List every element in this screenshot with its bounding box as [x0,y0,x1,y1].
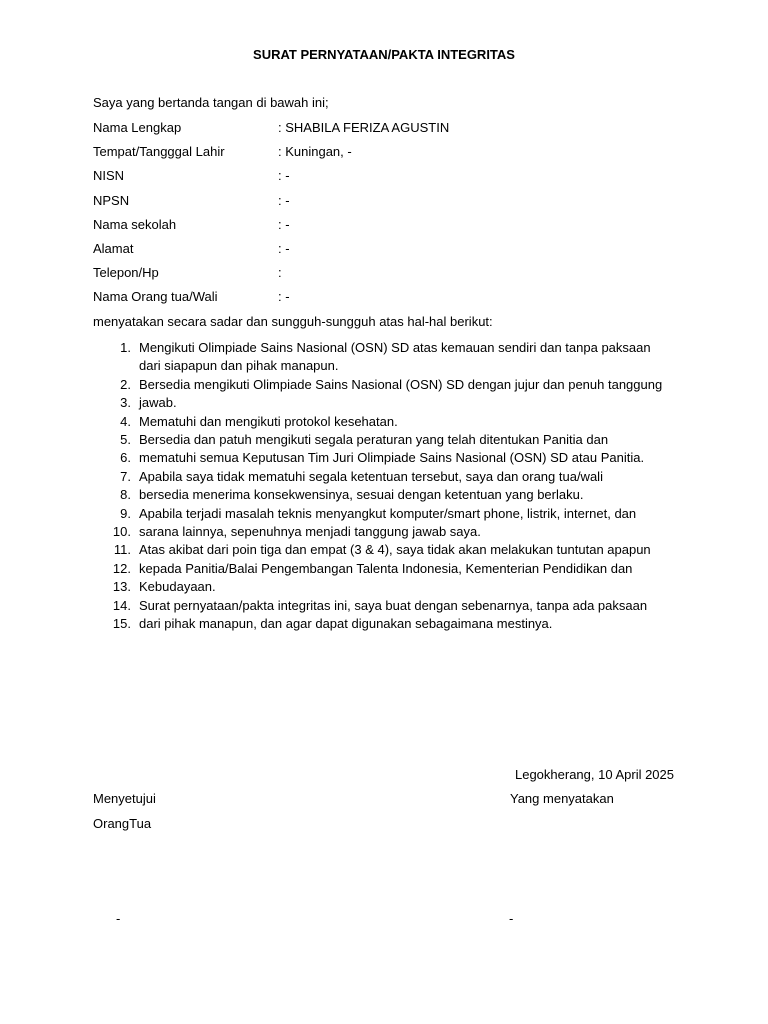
list-item-continuation: dari siapapun dan pihak manapun. [139,358,339,374]
document-title: SURAT PERNYATAAN/PAKTA INTEGRITAS [253,47,515,62]
list-item-text: jawab. [139,395,177,411]
field-label: Alamat [93,240,134,256]
field-label: Nama Orang tua/Wali [93,289,218,305]
list-item [93,376,674,394]
declarer-label: Yang menyatakan [510,791,614,806]
list-item-text: Apabila terjadi masalah teknis menyangkut komputer/smart phone, listrik, internet, dan [139,505,637,521]
statement-list [93,339,674,634]
parent-label: OrangTua [93,816,152,831]
list-item [93,431,674,449]
list-item-text: Bersedia mengikuti Olimpiade Sains Nasional (OSN) SD dengan jujur dan penuh tanggung [139,376,663,392]
list-item-number: 8. [120,487,131,503]
list-item [93,541,674,559]
list-item-number: 5. [120,432,131,448]
field-row [93,216,449,240]
list-item-text: Apabila saya tidak mematuhi segala ketentuan tersebut, saya dan orang tua/wali [139,468,603,484]
list-item-number: 12. [112,560,131,576]
statement-text: menyatakan secara sadar dan sungguh-sungguh atas hal-hal berikut: [93,314,493,329]
field-value: : Kuningan, - [278,144,352,160]
field-value: : - [278,192,290,208]
list-item [93,560,674,578]
list-item-number: 14. [112,597,131,613]
field-value: : SHABILA FERIZA AGUSTIN [278,120,450,135]
list-item-text: Kebudayaan. [139,579,216,595]
list-item [93,486,674,504]
list-item [93,505,674,523]
list-item-text: dari pihak manapun, dan agar dapat digunakan sebagaimana mestinya. [139,616,553,632]
signature-left: - [116,911,121,926]
field-row [93,288,449,312]
list-item-number: 2. [120,376,131,392]
list-item-number: 11. [113,542,131,558]
list-item-text: bersedia menerima konsekwensinya, sesuai dengan ketentuan yang berlaku. [139,487,584,503]
field-label: NISN [93,168,125,184]
list-item [93,468,674,486]
list-item-number: 9. [120,505,131,521]
field-label: Nama sekolah [93,216,177,232]
list-item-number: 10. [112,524,131,540]
field-row [93,167,449,191]
field-row [93,240,449,264]
field-value: : - [278,168,290,184]
intro-text: Saya yang bertanda tangan di bawah ini; [93,95,329,110]
field-label: Tempat/Tangggal Lahir [93,144,225,160]
field-row [93,119,449,143]
list-item-number: 15. [112,616,131,632]
approve-label: Menyetujui [93,791,156,806]
list-item [93,523,674,541]
list-item-number: 7. [120,468,131,484]
place-date: Legokherang, 10 April 2025 [514,767,674,782]
field-label: NPSN [93,192,130,208]
signature-right: - [509,911,514,926]
list-item-text: mematuhi semua Keputusan Tim Juri Olimpiade Sains Nasional (OSN) SD atau Panitia. [139,450,645,466]
list-item [93,578,674,596]
list-item [93,597,674,615]
field-value: : [278,265,282,281]
list-item [93,413,674,431]
list-item [93,449,674,467]
list-item-text: Mematuhi dan mengikuti protokol kesehatan. [139,413,398,429]
list-item-number: 1. [120,340,131,355]
list-item-text: Bersedia dan patuh mengikuti segala peraturan yang telah ditentukan Panitia dan [139,432,609,448]
field-value: : - [278,240,290,256]
field-label: Nama Lengkap [93,120,182,135]
list-item-text: sarana lainnya, sepenuhnya menjadi tanggung jawab saya. [139,524,481,540]
identity-fields [93,119,449,313]
list-item-text: Surat pernyataan/pakta integritas ini, saya buat dengan sebenarnya, tanpa ada paksaan [139,597,648,613]
field-row [93,143,449,167]
field-value: : - [278,216,290,232]
field-value: : - [278,289,290,305]
list-item-text: Atas akibat dari poin tiga dan empat (3 & 4), saya tidak akan melakukan tuntutan apapun [139,542,651,558]
list-item [93,339,674,376]
list-item [93,615,674,633]
list-item-number: 6. [120,450,131,466]
list-item-text: kepada Panitia/Balai Pengembangan Talenta Indonesia, Kementerian Pendidikan dan [139,560,633,576]
list-item-number: 3. [120,395,131,411]
field-row [93,192,449,216]
list-item-number: 4. [120,413,131,429]
list-item-text: Mengikuti Olimpiade Sains Nasional (OSN) SD atas kemauan sendiri dan tanpa paksaan [139,340,651,355]
field-row [93,264,449,288]
list-item-number: 13. [112,579,131,595]
list-item [93,394,674,412]
field-label: Telepon/Hp [93,265,159,281]
